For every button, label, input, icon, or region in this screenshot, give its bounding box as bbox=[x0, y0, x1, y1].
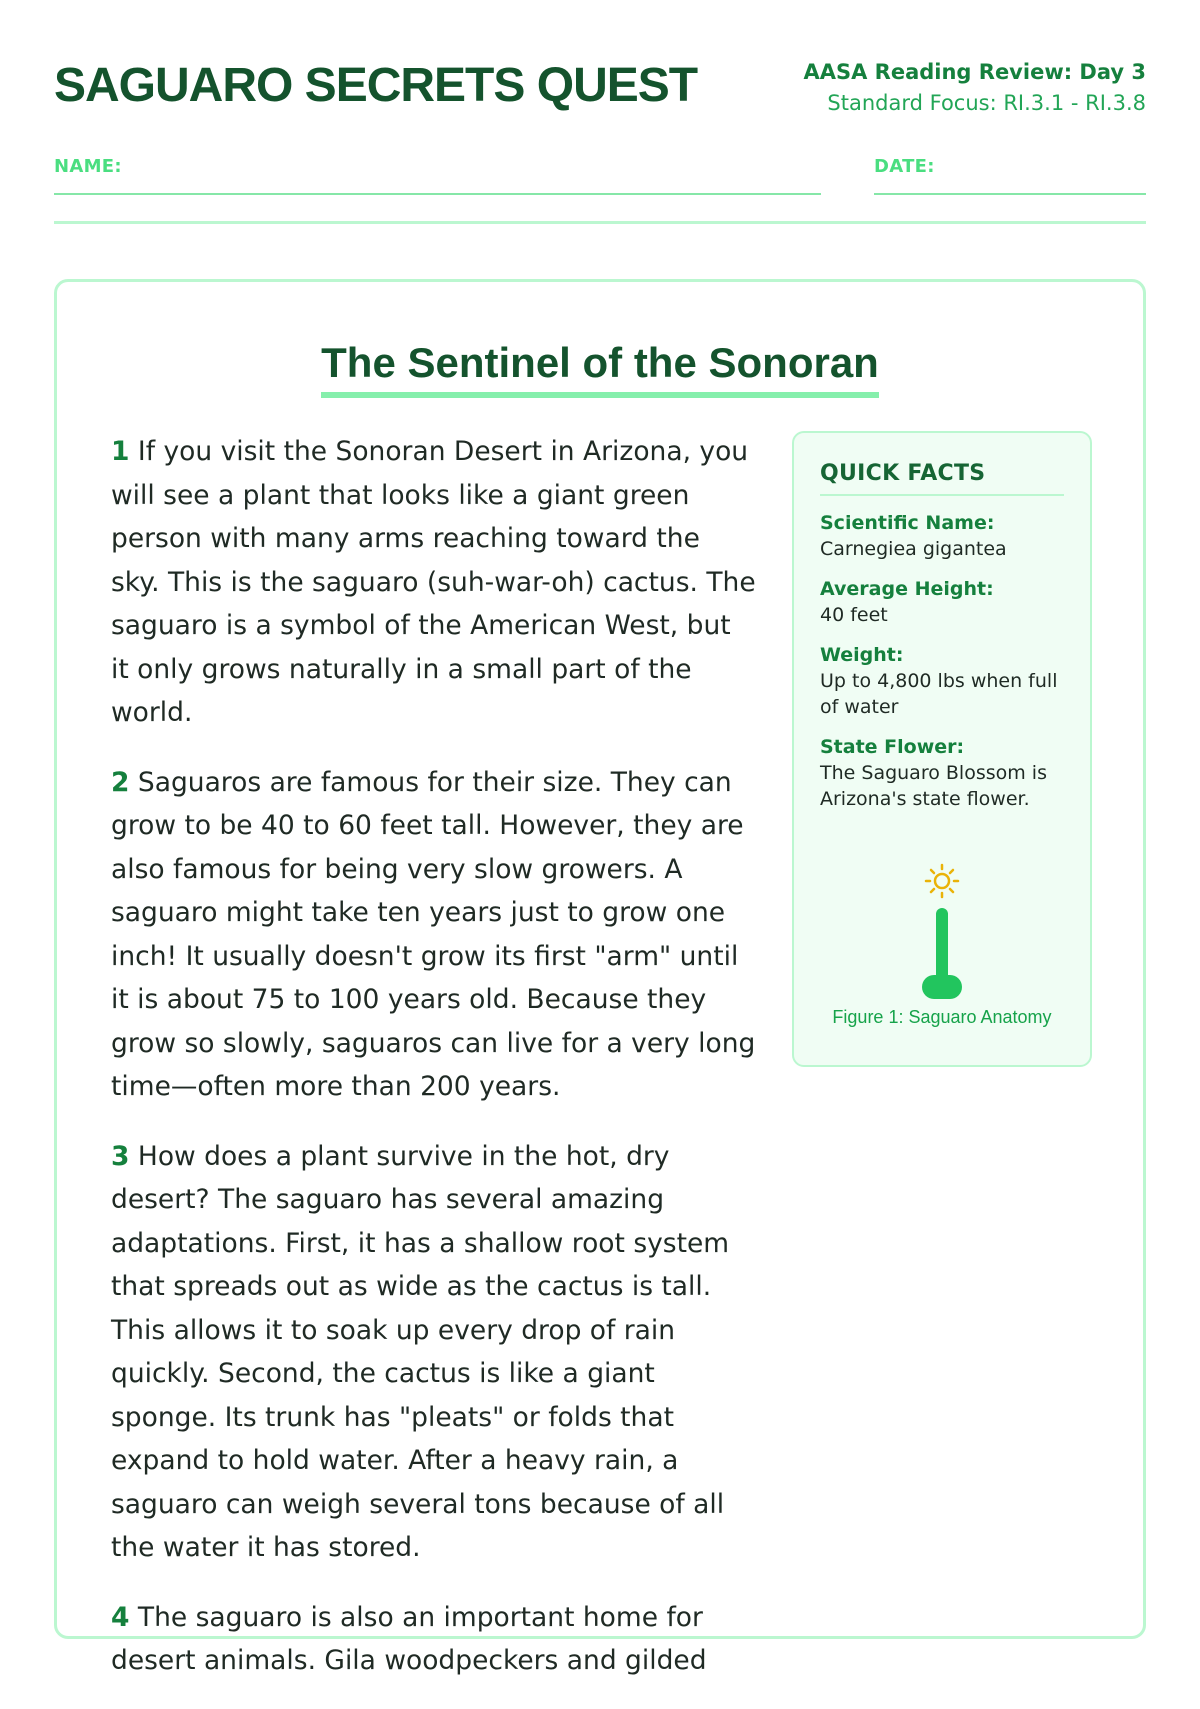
fact-label: Average Height: bbox=[820, 578, 994, 600]
paragraph-text: How does a plant survive in the hot, dry desert? The saguaro has several amazing adaptations. First, it has a shallow root system that spreads out as wide as the cactus is tall. This allows it to soak up every drop of rain quickly. Second, the cactus is like a giant sponge. Its trunk has "pleats" or folds that expand to hold water. After a heavy rain, a saguaro can weigh several tons because of all the water it has stored. bbox=[111, 1140, 730, 1563]
fact-value: 40 feet bbox=[820, 604, 888, 626]
paragraph-text: The saguaro is also an important home for desert animals. Gila woodpeckers and gilded bbox=[111, 1601, 707, 1676]
passage-card bbox=[54, 279, 1146, 1676]
fact-average-height bbox=[820, 576, 1064, 628]
passage-body bbox=[111, 430, 756, 1709]
name-label: NAME: bbox=[54, 156, 122, 177]
fact-value: Carnegiea gigantea bbox=[820, 538, 1007, 560]
paragraph-number: 4 bbox=[111, 1601, 130, 1633]
paragraph-2 bbox=[111, 761, 756, 1109]
paragraph-text: Saguaros are famous for their size. They can grow to be 40 to 60 feet tall. However, they are also famous for being very slow growers. A saguaro might take ten years just to grow one inch! It usually doesn't grow its first "arm" until it is about 75 to 100 years old. Because they grow so slowly, saguaros can live for a very long time—often more than 200 years. bbox=[111, 766, 756, 1102]
quick-facts-box bbox=[792, 431, 1092, 1067]
sun-icon bbox=[926, 865, 958, 897]
date-field[interactable] bbox=[874, 156, 1146, 195]
saguaro-figure bbox=[794, 863, 1090, 1028]
saguaro-cactus-icon bbox=[922, 908, 962, 999]
paragraph-number: 1 bbox=[111, 436, 130, 467]
date-label: DATE: bbox=[874, 156, 935, 177]
worksheet-title: SAGUARO SECRETS QUEST bbox=[54, 59, 698, 112]
fact-label: Scientific Name: bbox=[820, 512, 995, 534]
fact-label: Weight: bbox=[820, 644, 904, 666]
paragraph-text: If you visit the Sonoran Desert in Arizona, you will see a plant that looks like a giant green person with many arms reaching toward the sky. This is the saguaro (suh-war-oh) cactus. The saguaro is a symbol of the American West, but it only grows naturally in a small part of the world. bbox=[111, 436, 756, 728]
paragraph-3 bbox=[111, 1135, 756, 1570]
name-field[interactable] bbox=[54, 156, 821, 195]
review-day-label: AASA Reading Review: Day 3 bbox=[803, 60, 1146, 84]
fact-weight bbox=[820, 642, 1064, 720]
review-info bbox=[803, 57, 1146, 119]
passage-title: The Sentinel of the Sonoran bbox=[321, 340, 879, 398]
fact-scientific-name bbox=[820, 510, 1064, 562]
paragraph-number: 3 bbox=[111, 1140, 130, 1172]
standard-focus-label: Standard Focus: RI.3.1 - RI.3.8 bbox=[827, 91, 1146, 115]
figure-caption: Figure 1: Saguaro Anatomy bbox=[832, 1007, 1052, 1027]
paragraph-number: 2 bbox=[111, 766, 130, 798]
header-divider bbox=[54, 221, 1146, 224]
paragraph-4 bbox=[111, 1596, 756, 1683]
paragraph-1 bbox=[111, 430, 756, 735]
fact-value: Up to 4,800 lbs when full of water bbox=[820, 670, 1058, 718]
saguaro-anatomy-illustration bbox=[912, 863, 972, 1003]
quick-facts-title: QUICK FACTS bbox=[820, 461, 1064, 496]
fact-value: The Saguaro Blossom is Arizona's state flower. bbox=[820, 762, 1047, 810]
fact-label: State Flower: bbox=[820, 736, 965, 758]
fact-state-flower bbox=[820, 734, 1064, 812]
